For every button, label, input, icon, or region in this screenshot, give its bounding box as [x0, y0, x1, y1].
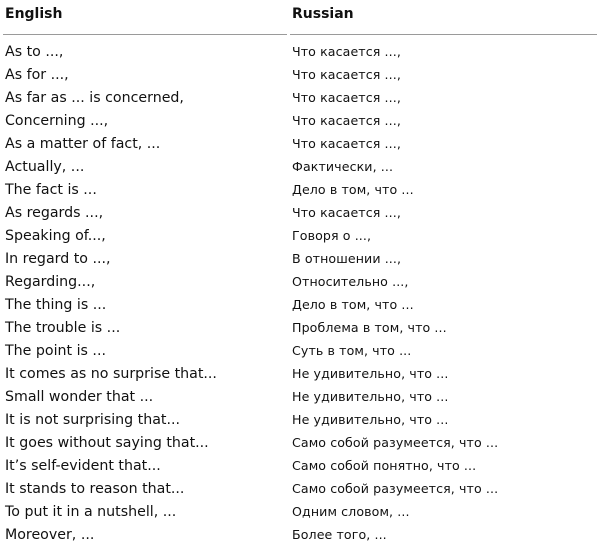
- russian-phrase: Не удивительно, что ...: [292, 389, 449, 404]
- table-row: [0, 409, 600, 432]
- table-row: [0, 340, 600, 363]
- russian-phrase: Относительно ...,: [292, 274, 409, 289]
- russian-phrase: Что касается ...,: [292, 205, 401, 220]
- english-phrase: It comes as no surprise that...: [5, 366, 217, 382]
- table-row: [0, 478, 600, 501]
- table-row: [0, 294, 600, 317]
- table-row: [0, 87, 600, 110]
- russian-phrase: Что касается ...,: [292, 136, 401, 151]
- table-row: [0, 202, 600, 225]
- header-divider-russian: [290, 34, 597, 35]
- table-header: [0, 0, 600, 30]
- russian-phrase: В отношении ...,: [292, 251, 402, 266]
- table-row: [0, 64, 600, 87]
- english-phrase: In regard to ...,: [5, 251, 111, 267]
- english-phrase: It’s self-evident that...: [5, 458, 161, 474]
- table-row: [0, 501, 600, 524]
- russian-phrase: Что касается ...,: [292, 90, 401, 105]
- table-row: [0, 432, 600, 455]
- english-phrase: Regarding...,: [5, 274, 96, 290]
- table-row: [0, 386, 600, 409]
- english-phrase: It goes without saying that...: [5, 435, 209, 451]
- table-row: [0, 455, 600, 478]
- english-phrase: The trouble is ...: [5, 320, 121, 336]
- header-english: English: [5, 6, 63, 22]
- table-row: [0, 179, 600, 202]
- russian-phrase: Одним словом, ...: [292, 504, 410, 519]
- russian-phrase: Дело в том, что ...: [292, 182, 414, 197]
- english-phrase: It is not surprising that...: [5, 412, 181, 428]
- russian-phrase: Более того, ...: [292, 527, 387, 542]
- english-phrase: The thing is ...: [5, 297, 107, 313]
- english-phrase: Moreover, ...: [5, 527, 95, 543]
- english-phrase: As a matter of fact, ...: [5, 136, 161, 152]
- russian-phrase: Говоря о ...,: [292, 228, 372, 243]
- russian-phrase: Проблема в том, что ...: [292, 320, 447, 335]
- header-divider-english: [3, 34, 287, 35]
- russian-phrase: Само собой разумеется, что ...: [292, 435, 499, 450]
- english-phrase: It stands to reason that...: [5, 481, 185, 497]
- russian-phrase: Само собой разумеется, что ...: [292, 481, 499, 496]
- english-phrase: As for ...,: [5, 67, 69, 83]
- russian-phrase: Дело в том, что ...: [292, 297, 414, 312]
- english-phrase: Concerning ...,: [5, 113, 109, 129]
- russian-phrase: Что касается ...,: [292, 44, 401, 59]
- russian-phrase: Фактически, ...: [292, 159, 394, 174]
- russian-phrase: Не удивительно, что ...: [292, 412, 449, 427]
- russian-phrase: Что касается ...,: [292, 113, 401, 128]
- table-row: [0, 133, 600, 156]
- table-row: [0, 271, 600, 294]
- english-phrase: As regards ...,: [5, 205, 104, 221]
- table-row: [0, 248, 600, 271]
- table-row: [0, 524, 600, 547]
- table-row: [0, 363, 600, 386]
- table-row: [0, 156, 600, 179]
- table-body: [0, 41, 600, 547]
- english-phrase: As to ...,: [5, 44, 64, 60]
- russian-phrase: Не удивительно, что ...: [292, 366, 449, 381]
- russian-phrase: Суть в том, что ...: [292, 343, 412, 358]
- english-phrase: The point is ...: [5, 343, 106, 359]
- english-phrase: Speaking of...,: [5, 228, 106, 244]
- table-row: [0, 110, 600, 133]
- table-row: [0, 225, 600, 248]
- table-row: [0, 41, 600, 64]
- english-phrase: Actually, ...: [5, 159, 85, 175]
- russian-phrase: Что касается ...,: [292, 67, 401, 82]
- russian-phrase: Само собой понятно, что ...: [292, 458, 477, 473]
- header-russian: Russian: [292, 6, 354, 22]
- table-row: [0, 317, 600, 340]
- english-phrase: Small wonder that ...: [5, 389, 154, 405]
- english-phrase: To put it in a nutshell, ...: [5, 504, 177, 520]
- english-phrase: The fact is ...: [5, 182, 97, 198]
- english-phrase: As far as ... is concerned,: [5, 90, 184, 106]
